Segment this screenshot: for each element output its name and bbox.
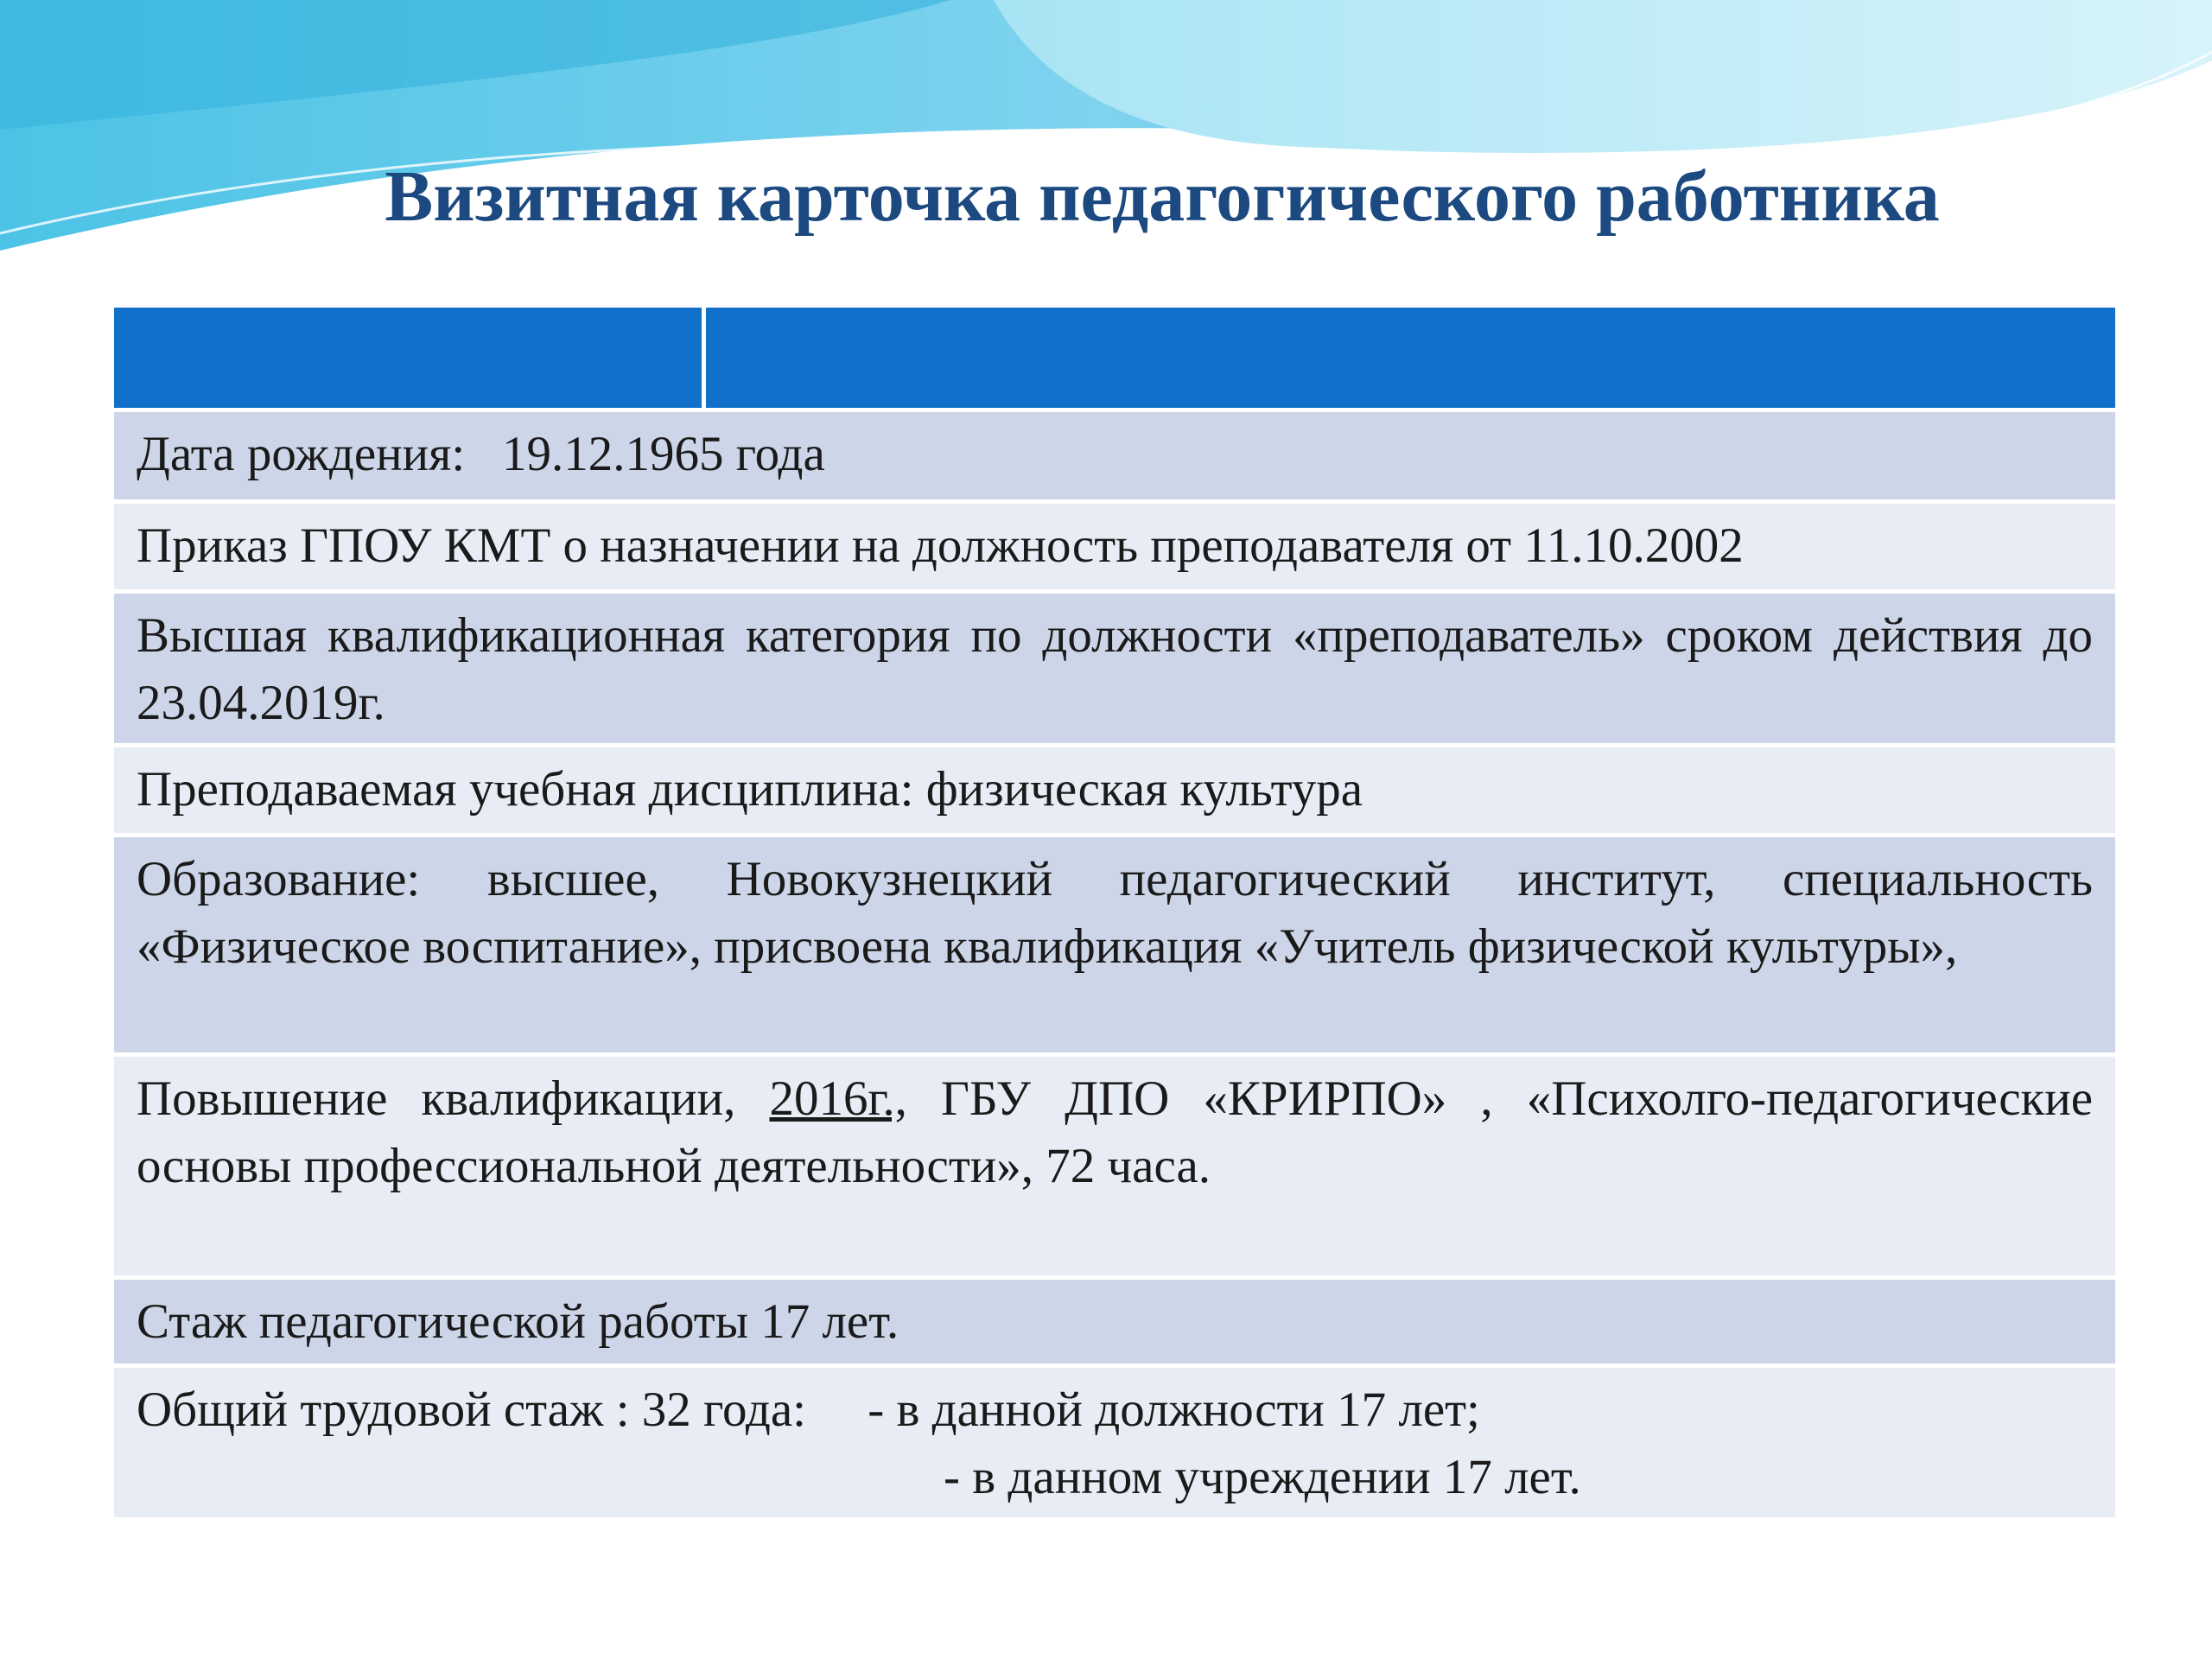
total-experience-line	[137, 1376, 2093, 1444]
row-total-experience	[114, 1363, 2115, 1517]
table-header-row	[114, 308, 2115, 408]
total-experience-label: Общий трудовой стаж : 32 года:	[137, 1382, 806, 1437]
experience-in-position: - в данной должности 17 лет;	[868, 1382, 1480, 1437]
row-professional-development	[114, 1052, 2115, 1275]
discipline-text: Преподаваемая учебная дисциплина: физическая культура	[137, 762, 1363, 817]
appointment-order-text: Приказ ГПОУ КМТ о назначении на должность преподавателя от 11.10.2002	[137, 518, 1744, 573]
birth-date-label: Дата рождения:	[137, 427, 466, 481]
education-text: Образование: высшее, Новокузнецкий педагогический институт, специальность «Физическое воспитание», присвоена квалификация «Учитель физической культуры»,	[137, 852, 2093, 974]
experience-in-institution: - в данном учреждении 17 лет.	[944, 1450, 1581, 1504]
pd-prefix: Повышение квалификации,	[137, 1071, 736, 1126]
qualification-category-text: Высшая квалификационная категория по должности «преподаватель» сроком действия до 23.04.2019г.	[137, 608, 2093, 730]
birth-date-value: 19.12.1965 года	[501, 427, 825, 481]
page-title: Визитная карточка педагогического работника	[385, 156, 1940, 237]
table-header-cell	[114, 308, 706, 408]
teacher-card-table	[114, 308, 2115, 1517]
teaching-experience-text: Стаж педагогической работы 17 лет.	[137, 1294, 899, 1349]
row-discipline	[114, 743, 2115, 833]
row-birth-date	[114, 408, 2115, 499]
row-education	[114, 833, 2115, 1052]
pd-year: 2016г.,	[769, 1071, 907, 1126]
row-teaching-experience	[114, 1275, 2115, 1363]
row-qualification-category	[114, 589, 2115, 743]
table-header-cell	[706, 308, 2115, 408]
pd-suffix: ГБУ ДПО «КРИРПО» , «Психолго-педагогические основы профессиональной деятельности», 72 часа.	[137, 1071, 2094, 1193]
row-appointment-order	[114, 499, 2115, 589]
